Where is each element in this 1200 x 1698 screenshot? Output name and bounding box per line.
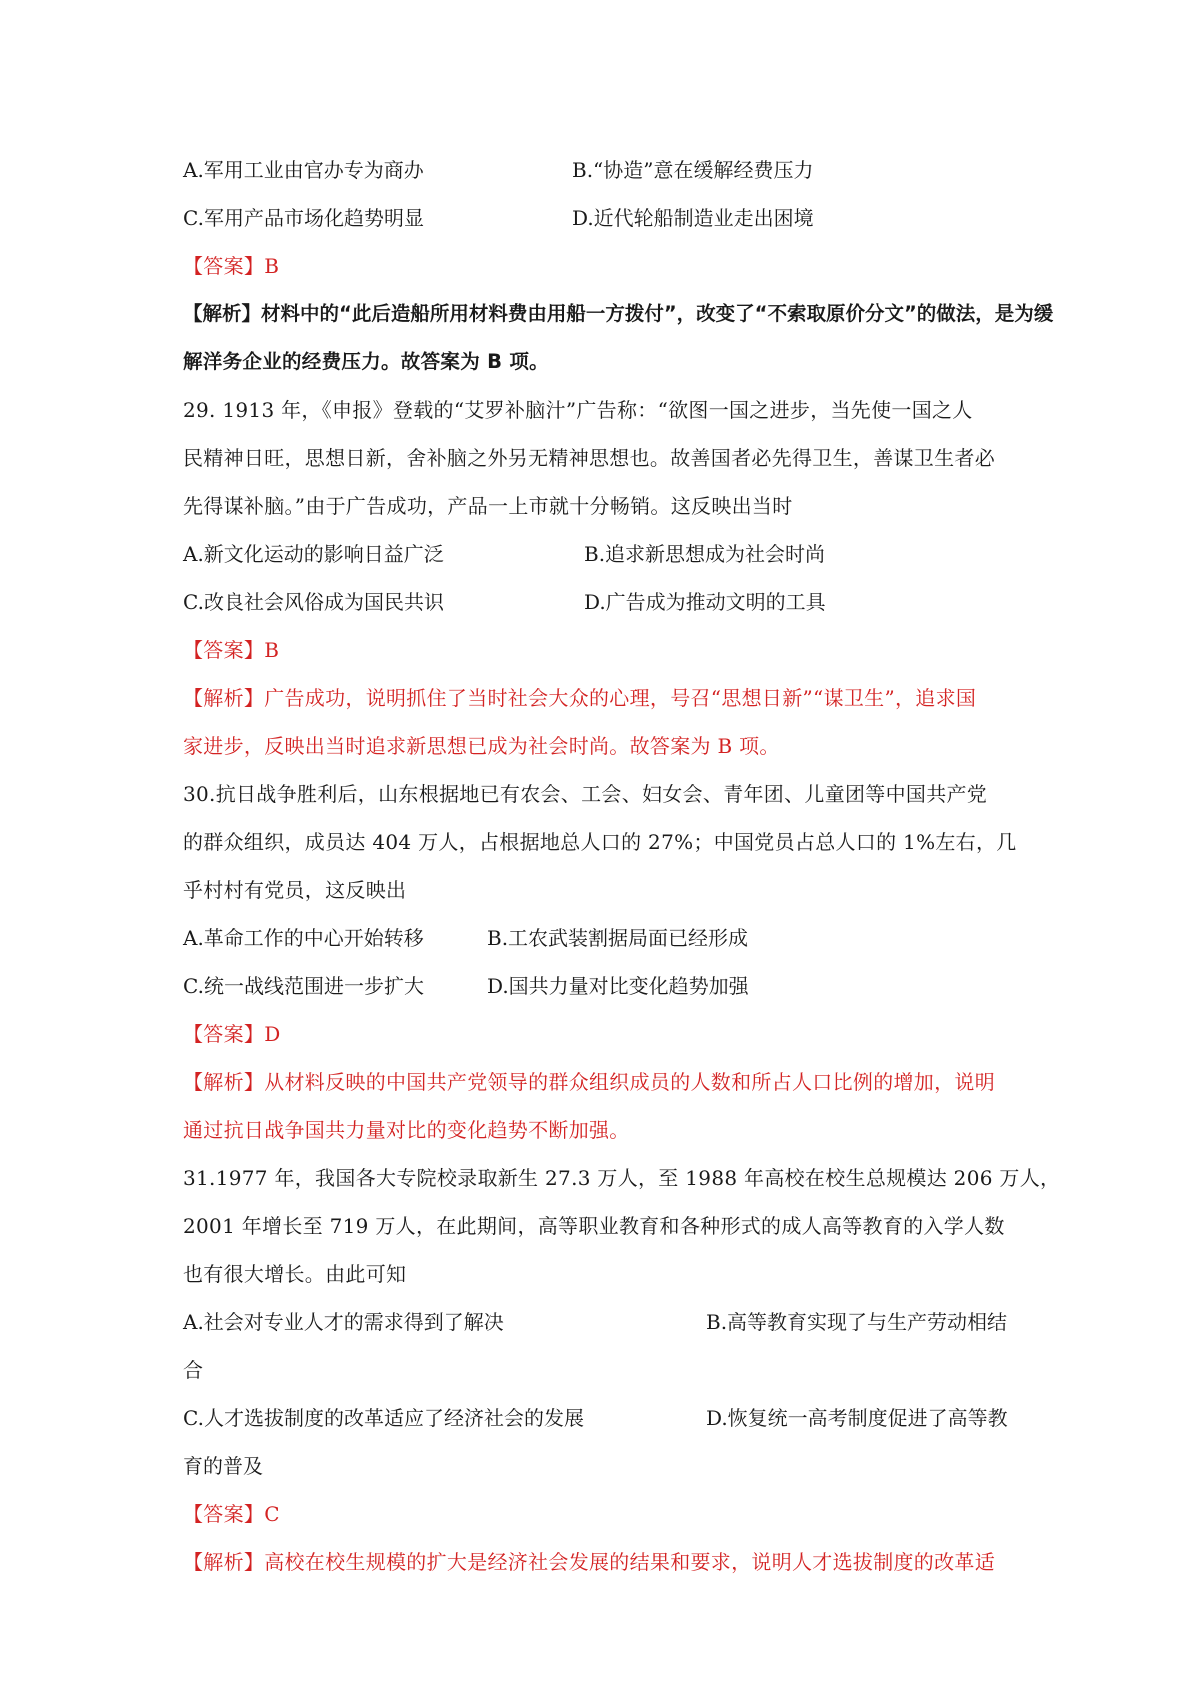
answer-tag: 【答案】 bbox=[183, 1022, 265, 1046]
q29-analysis-line-2: 家进步，反映出当时追求新思想已成为社会时尚。故答案为 B 项。 bbox=[183, 734, 780, 758]
q29-analysis-line-1 bbox=[183, 674, 976, 722]
q30-analysis-line-2: 通过抗日战争国共力量对比的变化趋势不断加强。 bbox=[183, 1118, 630, 1142]
q29-option-c: C.改良社会风俗成为国民共识 bbox=[183, 590, 444, 614]
answer-tag: 【答案】 bbox=[183, 254, 265, 278]
analysis-tag: 【解析】 bbox=[183, 1550, 265, 1574]
q29-option-b: B.追求新思想成为社会时尚 bbox=[584, 542, 826, 566]
q29-stem-line-2: 民精神日旺，思想日新，舍补脑之外另无精神思想也。故善国者必先得卫生，善谋卫生者必 bbox=[183, 446, 995, 470]
analysis-text: 广告成功，说明抓住了当时社会大众的心理，号召“思想日新”“谋卫生”，追求国 bbox=[264, 686, 977, 710]
q30-analysis-line-1 bbox=[183, 1058, 995, 1106]
q28-option-a: A.军用工业由官办专为商办 bbox=[183, 158, 424, 182]
q29-answer bbox=[183, 626, 279, 674]
answer-value: B bbox=[264, 638, 280, 662]
analysis-text: 材料中的“此后造船所用材料费由用船一方拨付”，改变了“不索取原价分文”的做法，是为缓 bbox=[261, 302, 1054, 325]
q29-option-d: D.广告成为推动文明的工具 bbox=[584, 590, 826, 614]
q30-stem-line-2: 的群众组织，成员达 404 万人，占根据地总人口的 27%；中国党员占总人口的 1%左右，几 bbox=[183, 830, 1017, 854]
q30-stem-line-1: 30.抗日战争胜利后，山东根据地已有农会、工会、妇女会、青年团、儿童团等中国共产党 bbox=[183, 782, 988, 806]
q30-option-d: D.国共力量对比变化趋势加强 bbox=[487, 974, 749, 998]
q28-option-b: B.“协造”意在缓解经费压力 bbox=[572, 158, 814, 182]
answer-value: D bbox=[264, 1022, 281, 1046]
q28-analysis-line-2: 解洋务企业的经费压力。故答案为 B 项。 bbox=[183, 350, 549, 373]
analysis-tag: 【解析】 bbox=[183, 302, 262, 325]
q28-analysis-line-1 bbox=[183, 290, 1053, 338]
q31-option-d-continued: 育的普及 bbox=[183, 1454, 263, 1478]
q29-stem-line-1: 29. 1913 年，《申报》登载的“艾罗补脑汁”广告称：“欲图一国之进步，当先使一国之人 bbox=[183, 398, 973, 422]
q29-stem-line-3: 先得谋补脑。”由于广告成功，产品一上市就十分畅销。这反映出当时 bbox=[183, 494, 793, 518]
q30-stem-line-3: 乎村村有党员，这反映出 bbox=[183, 878, 407, 902]
answer-value: B bbox=[264, 254, 280, 278]
q31-option-b-continued: 合 bbox=[183, 1358, 203, 1382]
answer-value: C bbox=[264, 1502, 280, 1526]
q31-option-b: B.高等教育实现了与生产劳动相结 bbox=[706, 1310, 1008, 1334]
q31-answer bbox=[183, 1490, 280, 1538]
q30-option-c: C.统一战线范围进一步扩大 bbox=[183, 974, 424, 998]
q31-option-d: D.恢复统一高考制度促进了高等教 bbox=[706, 1406, 1008, 1430]
analysis-tag: 【解析】 bbox=[183, 1070, 265, 1094]
q28-option-d: D.近代轮船制造业走出困境 bbox=[572, 206, 814, 230]
q31-stem-line-2: 2001 年增长至 719 万人，在此期间，高等职业教育和各种形式的成人高等教育的入学人数 bbox=[183, 1214, 1005, 1238]
q29-option-a: A.新文化运动的影响日益广泛 bbox=[183, 542, 444, 566]
q28-answer bbox=[183, 242, 279, 290]
answer-tag: 【答案】 bbox=[183, 638, 265, 662]
q30-answer bbox=[183, 1010, 281, 1058]
q31-stem-line-1: 31.1977 年，我国各大专院校录取新生 27.3 万人，至 1988 年高校在校生总规模达 206 万人， bbox=[183, 1166, 1061, 1190]
answer-tag: 【答案】 bbox=[183, 1502, 265, 1526]
analysis-text: 高校在校生规模的扩大是经济社会发展的结果和要求，说明人才选拔制度的改革适 bbox=[264, 1550, 996, 1574]
q30-option-b: B.工农武装割据局面已经形成 bbox=[487, 926, 749, 950]
q31-option-a: A.社会对专业人才的需求得到了解决 bbox=[183, 1310, 504, 1334]
q31-stem-line-3: 也有很大增长。由此可知 bbox=[183, 1262, 407, 1286]
q28-option-c: C.军用产品市场化趋势明显 bbox=[183, 206, 424, 230]
q31-analysis-line-1 bbox=[183, 1538, 995, 1586]
analysis-tag: 【解析】 bbox=[183, 686, 265, 710]
analysis-text: 从材料反映的中国共产党领导的群众组织成员的人数和所占人口比例的增加，说明 bbox=[264, 1070, 996, 1094]
q30-option-a: A.革命工作的中心开始转移 bbox=[183, 926, 424, 950]
q31-option-c: C.人才选拔制度的改革适应了经济社会的发展 bbox=[183, 1406, 584, 1430]
